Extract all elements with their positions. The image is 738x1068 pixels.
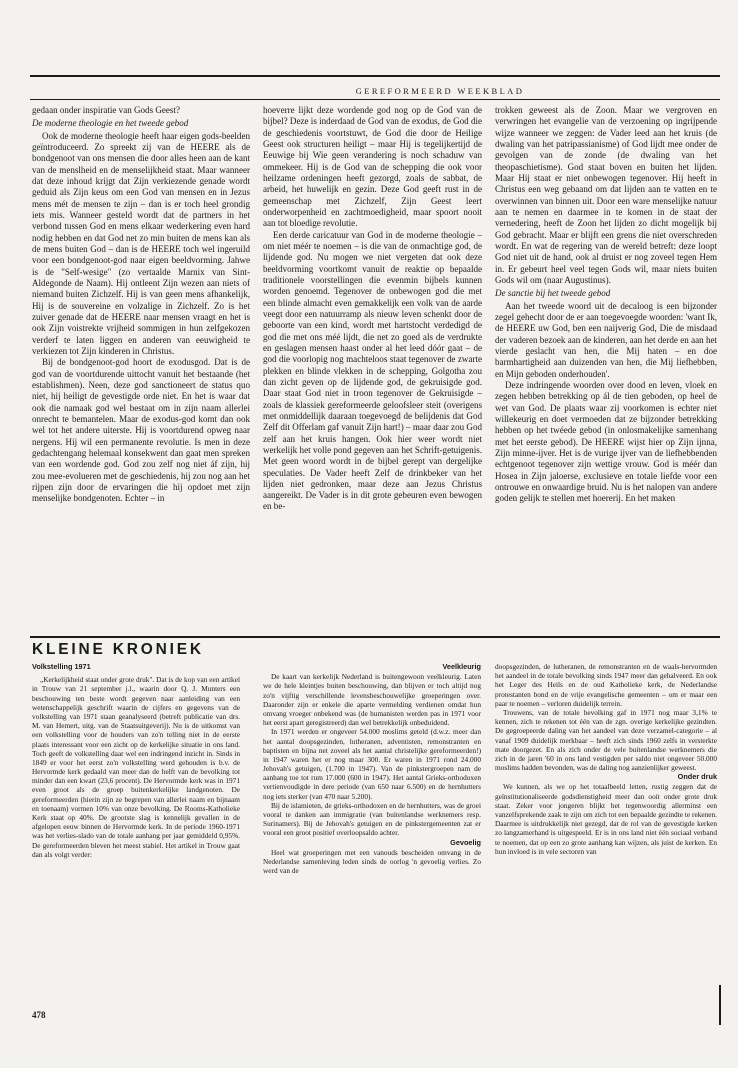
article-paragraph: trokken geweest als de Zoon. Maar we vergroven en verwringen het evangelie van de verzoening op ingrijpende wijze wanneer we zeggen: de Vader leed aan het kruis (de dwaling van het patripassianisme) of God lijdt mee onder de gevolgen van de zonde (de dwaling van het theopaschietisme). God staat boven en buiten het lijden. Maar Hij staat er niet onbewogen tegenover. Hij heeft in Christus een weg gebaand om dat lijden aan te vatten en te overwinnen van binnen uit. Door een ware menselijke natuur aan te nemen en daarmee in te komen in de staat der vernedering, heeft de Zoon het lijden zo dicht mogelijk bij God gebracht. Maar er blijft een grens die niet overschreden wordt. En wat de regering van de wereld betreft: deze loopt God niet uit de hand, ook al druist er nog zoveel tegen Hem in. Er gebeurt heel veel tegen Gods wil, maar niets buiten Gods wil om (naar Augustinus). xyxy=(495,105,717,285)
kroniek-subhead-gevoelig: Gevoelig xyxy=(450,837,481,847)
kroniek-heading: KLEINE KRONIEK xyxy=(32,641,204,658)
article-paragraph: Aan het tweede woord uit de decaloog is een bijzonder zegel gehecht door de er aan toegevoegde woorden: 'want Ik, de HEERE uw God, ben een naijverig God, Die de misdaad der vaderen bezoek aan de kinderen, aan het derde en aan het vierde geslacht van hen, die Mij haten – en doe barmhartigheid aan duizenden van hen, die Mij liefhebben, en Mijn geboden onderhouden'. xyxy=(495,300,717,379)
kroniek-paragraph: In 1971 werden er ongeveer 54.000 moslims geteld (d.w.z. meer dan het aantal doopsgezinden, lutheranen, adventisten, remonstranten en baptisten en bijna net zoveel als het aantal christelijke gereformeerden!) in 1947 waren het er nog maar 300. Er waren in 1971 rond 24.000 Jehovah's getuigen, (1.700 in 1947). Van de pinkstergroepen nam de aanhang toe tot rum 17.000 (600 in 1947). Het aantal Grieks-orthodoxen vertienvoudigde in dere periode (van 650 naar 6.500) en de hernhutters nog iets sterker (van 470 naar 5.200). xyxy=(263,727,481,801)
article-paragraph: Bij de bondgenoot-god hoort de exodusgod. Dat is de god van de voortdurende uittocht vanuit het bestaande (het establishmen). Neen, deze god sanctioneert de status quo niet, hij heiligt de gevestigde orde niet. En het is waar dat ook die namaak god wel bestaat om in zijn naam allerlei onrecht te bemantelen. Maar de exodus-god komt dan ook wel tot het andere uiterste. Hij is voortdurend opweg naar nergens. Hij wil een permanente revolutie. Is men in deze gedachtengang helemaal konsekwent dan gaat men spreken van een wordende god. God zou zelf nog niet áf zijn, hij zou mee-evolueren met de geschiedenis, hij zou nog aan het rijpen zijn door de ervaringen die hij opdoet met zijn menselijke bondgenoten. Echter – in xyxy=(32,357,250,504)
kroniek-paragraph: doopsgezinden, de lutheranen, de remonstranten en de waals-hervormden het aandeel in de totale bevolking sinds 1947 meer dan gehalveerd. En ook het Leger des Heils en de oud Katholieke kerk, de Nederlandse protestanten bond en de vrije evangelische gemeenten – om er maar een paar te noemen – verloren duidelijk terrein. xyxy=(495,662,717,708)
section-heading: De moderne theologie en het tweede gebod xyxy=(32,118,189,129)
kroniek-paragraph: We kunnen, als we op het totaalbeeld letten, rustig zeggen dat de geïnstitutionaliseerde godsdienstigheid meer dan ooit onder grote druk staat. Zeker voor jongeren blijkt het tegenwoordig allerminst een vanzelfsprekende zaak te zijn om zich tot een bepaalde gezindte te rekenen. Daarmee is uitdrukkelijk niet gezegd, dat de rol van de gevestigde kerken zo langzamerhand is uitgespeeld. Er is in ons land niet één sociaal verband te noemen, dat op een zo grote aanhang kan wijzen, als juist de kerken. En hun invloed is in vele sectoren van xyxy=(495,782,717,856)
kroniek-column-2 xyxy=(263,662,481,875)
article-paragraph: Deze indringende woorden over dood en leven, vloek en zegen hebben betrekking op ál de tien geboden, op heel de wet van God. De plaats waar zij voorkomen is echter niet willekeurig en doet vermoeden dat ze bijzonder betrekking hebben op het twéede gebod (in onlosmakelijke samenhang met het eerste gebod). De HEERE wijst hier op Zijn ijnna, Zijn minne-ijver. Het is de vurige ijver van de liefhebbenden echtgenoot tegenover zijn wettige vrouw. God is méér dan Hosea in Zijn jaloerse, exclusieve en totale liefde voor een ontrouwe en onwaardige bruid. Nu is het nalopen van andere goden gelijk te stellen met hoererij. En het maken xyxy=(495,379,717,504)
kroniek-paragraph: De kaart van kerkelijk Nederland is buitengewoon veelkleurig. Laten we de hele kleintjes buiten beschouwing, dan blijven er toch altijd nog zo'n vijftig verschillende levensbeschouwelijke groeperingen over. Daaronder zijn er enkele die aparte vermelding verdienen omdat hun omvang vroeger onbekend was (de humanisten werden pas in 1971 voor het eerst apart geregistreerd) dan wel betrekkelijk onbeduidend. xyxy=(263,672,481,728)
kroniek-subhead-veelkleurig: Veelkleurig xyxy=(442,662,481,671)
running-title: GEREFORMEERD WEEKBLAD xyxy=(355,86,525,96)
article-paragraph: Ook de moderne theologie heeft haar eigen gods-beelden geïntroduceerd. Zo spreekt zij van de HEERE als de bondgenoot van ons mensen die door alles heen aan de kant van de menslheid en de menselijkheid staat. Maar wanneer dat deze inhoud krijgt dat Zijn verkiezende genade wordt geduid als Zijn keus om een God van mensen en in Jezus mens mét de mensen te zijn – dan is er toch heel grondig iets mis. Wanneer gesteld wordt dat de partners in het verbond tussen God en mens elkaar wederkering even hard nodig hebben en dat God net zo min buiten de mens kan als de mens buiten God – dan is de HEERE toch wel ingeruild voor een bondgenoot-god naar eigen beeldvorming. Jahwe is de "Self-wesige" (zo vertaalde Marnix van Sint-Aldegonde de Naam). Hij ontleent Zijn wezen aan niets of niemand buiten Zichzelf. Hij is van geen mens afhankelijk, Hij is de souvereine en volzalige in Zichzelf. Zo is het zuiver genade dat de HEERE naar mensen vraagt en het is ook Zijn voistrekte vrijheid sommigen in hun zelfgekozen verderf te laten liggen en anderen van eeuwigheid te verkiezen tot Zijn kinderen in Christus. xyxy=(32,130,250,356)
kroniek-column-1 xyxy=(32,662,240,859)
bottom-right-rule xyxy=(719,985,721,1025)
article-column-1 xyxy=(32,105,250,504)
kroniek-column-3 xyxy=(495,662,717,856)
kroniek-paragraph: Heel wat groeperingen met een vanouds bescheiden omvang in de Nederlandse samenleving leden sinds de oorlog 'n gevoelig verlies. Zo werd van de xyxy=(263,847,481,876)
kroniek-subhead-onder-druk: Onder druk xyxy=(677,772,717,782)
page-number: 478 xyxy=(32,1010,46,1020)
top-rule xyxy=(30,75,720,77)
kroniek-paragraph: „Kerkelijkheid staat onder grote druk". Dat is de kop van een artikel in Trouw van 21 september j.l., waarin door Q. J. Munters een beschouwing ten beste wordt gegeven naar aanleiding van een wetenschappelijk geschrift waarin de cijfers en gegevens van de volkstelling van 1971 staan geanalyseerd (betreft publicatie van drs. M. van Hemert, uitg. van de Staatsuitgeverij). Nu is de uitkomst van een volkstelling voor de houders van zo'n telling niet in de eerste plaats interessant voor een zicht op de kerkelijke situatie in ons land. Toch geeft de volkstelling daar wel een indringend inzicht in. Sinds in 1849 er voor het eerst zo'n volkstelling werd gehouden is b.v. de Hervormde kerk gedaald van meer dan de helft van de bevolking tot minder dan een kwart (23,6 procent). De Hervormde kerk was in 1971 even groot als de groep buitenkerkelijke landgenoten. De gereformeerden (hierin zijn ze begrepen van allerlei naam en bijnaam en toenaam) vormen 10% van onze bevolking. De Rooms-Katholieke Kerk staat op 40%. De grootste slag is kennelijk gevallen in de afgelopen eeuw binnen de Hervormde kerk. In de periode 1960-1971 was het verlies-slado van de totale aanhang per jaar gemiddeld 0,95%. De gereformeerden bleven het meest stabiel. Het artikel in Trouw gaat dan als volgt verder: xyxy=(32,675,240,859)
article-paragraph: gedaan onder inspiratie van Gods Geest? xyxy=(32,105,180,115)
article-paragraph: Een derde caricatuur van God in de moderne theologie – om niet méér te noemen – is die van de onmachtige god, de lijdende god. Nu mogen we niet vergeten dat ook deze beeldvorming voortkomt vanuit de reaktie op bepaalde traditionele voorstellingen die evenmin bijbels kunnen worden genoemd. Tegenover de onbewogen god die met een blinde almacht even gemakkelijk een volk van de aarde veegt door een natuurramp als nieuw leven schenkt door de geboorte van een kind, wordt met hartstocht verdedigd de god die met ons méé lijdt, die net zo goed als de verdrukte en geslagen mensen haast onder al het leed dóór gaat – de god die voorlopig nog machteloos staat tegenover de zwarte plekken en blinde vlekken in de schepping, Golgotha zou dan zicht geven op de lijdende god, de gekruisigde god. Daar staat God niet in troon tegenover de Gekruisigde – zoals de klassiek gereformeerde geloofsleer steit (overigens met onmiddellijk daaraan toegevoegd de belijdenis dat God Zelf dit Offerlam gaf vanuit Zijn hart!) – maar daar zou God zelf aan het kruis hangen. Ook hier weer wordt niet werkelijk het volle pond gegeven aan het Schrift-getuigenis. Met geen woord wordt in de bijbel gerept van dergelijke speculaties. De Vader heeft Zelf de drinkbeker van het lijden niet gedronken, maar deze aan Jezus Christus aangereikt. De Vader is in dit grote gebeuren even bewogen en be- xyxy=(263,229,482,512)
article-column-2 xyxy=(263,105,482,513)
article-paragraph: hoeverre lijkt deze wordende god nog op de God van de bijbel? Deze is inderdaad de God van de exodus, de God die de geschiedenis voortstuwt, de God die door de Heilige Geest ook structuren heiligt – maar Hij is tegelijkertijd de Eeuwige bij Wie geen verandering is noch schaduw van ommekeer. Hij is de God van de schepping die ook voor heilzame ordeningen heeft gezorgd, zoals de sabbat, de arbeid, het huwelijk en gezin. Deze God geeft rust in de gemeenschap met Zichzelf, Zijn Geest leert onderworpenheid en zachtmoedigheid, maar spoort nooit aan tot bloedige revolutie. xyxy=(263,105,482,229)
section-heading: De sanctie bij het tweede gebod xyxy=(495,288,611,299)
kroniek-subhead: Volkstelling 1971 xyxy=(32,662,91,671)
article-column-3 xyxy=(495,105,717,504)
kroniek-rule xyxy=(30,636,720,638)
kroniek-paragraph: Trouwens, van de totale bevolking gaf in 1971 nog maar 3,1% te kennen, zich te rekenen tot één van de zgn. overige kerkelijke gezindten. De gegroepeerde daling van het aandeel van deze verzamel-categorie – al vanaf 1909 duidelijk merkbaar – heeft zich sinds 1960 zelfs in versterkte mate doorgezet. En als zich onder de vele buitenlandse werknemers die zich in de jaren '60 in ons land vestigden per saldo niet ongeveer 50.000 moslims hadden bevonden, was de daling nog aanzienlijker geweest. xyxy=(495,707,717,773)
header-rule xyxy=(30,99,720,100)
kroniek-paragraph: Bij de islamieten, de grieks-orthodoxen en de hernhutters, was de groei vooral te danken aan immigratie (van buitenlandse werknemers resp. Surinamers). Bij de Jehovah's getuigen en de pinkstergemeenten zat er vooral een groot positief overloopsaldo achter. xyxy=(263,800,481,838)
